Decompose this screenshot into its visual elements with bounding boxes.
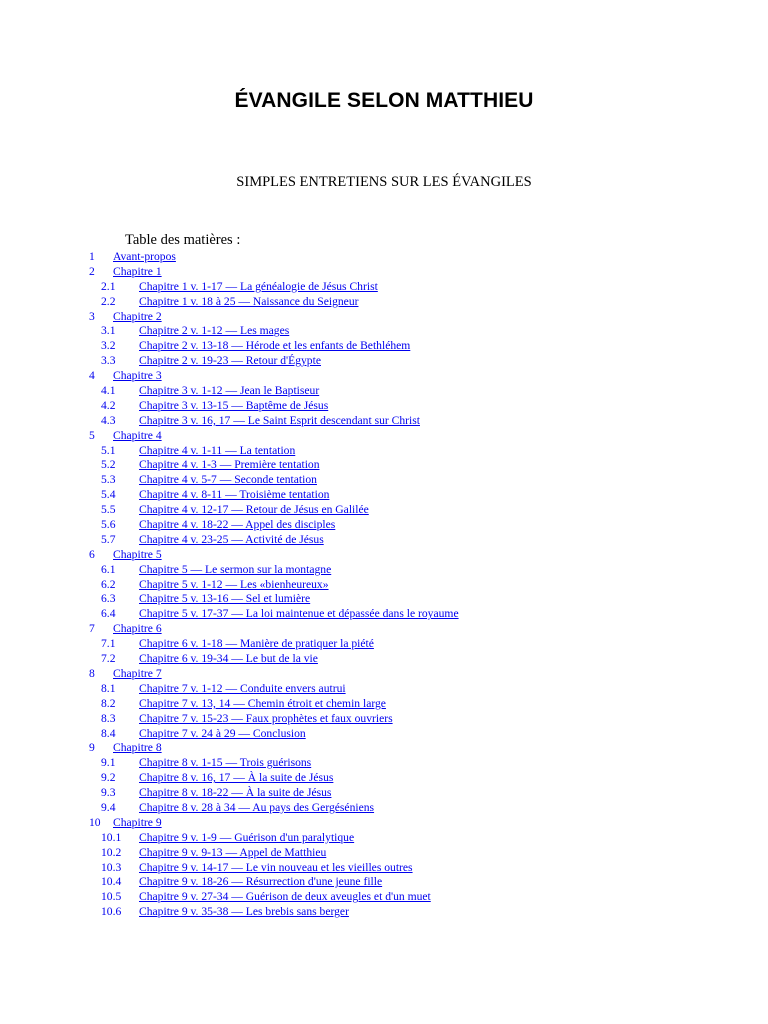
toc-entry [89, 533, 749, 548]
toc-entry-number: 7.2 [101, 652, 116, 666]
toc-section-link[interactable] [101, 488, 329, 503]
toc-entry-title: Chapitre 4 v. 12-17 — Retour de Jésus en Galilée [139, 503, 369, 517]
toc-entry [89, 369, 749, 384]
toc-entry [89, 250, 749, 265]
toc-entry-number: 10.6 [101, 905, 122, 919]
toc-entry-number: 1 [89, 250, 95, 263]
toc-entry-title: Avant-propos [113, 250, 176, 263]
toc-entry-title: Chapitre 9 v. 1-9 — Guérison d'un paralytique [139, 830, 355, 844]
toc-entry-title: Chapitre 6 v. 1-18 — Manière de pratiquer la piété [139, 637, 374, 651]
toc-entry-number: 4 [89, 369, 95, 383]
toc-entry [89, 771, 749, 786]
toc-section-link[interactable] [101, 905, 349, 920]
toc-section-link[interactable] [101, 712, 393, 727]
toc-entry [89, 280, 749, 295]
toc-entry-number: 4.2 [101, 398, 116, 412]
toc-entry-title: Chapitre 9 [113, 815, 162, 829]
toc-entry [89, 801, 749, 816]
toc-entry-number: 5 [89, 428, 95, 442]
toc-entry-number: 3 [89, 309, 95, 323]
toc-entry-title: Chapitre 4 v. 5-7 — Seconde tentation [139, 473, 317, 487]
toc-section-link[interactable] [101, 444, 295, 459]
toc-entry [89, 622, 749, 637]
document-subtitle: SIMPLES ENTRETIENS SUR LES ÉVANGILES [236, 174, 532, 190]
toc-entry-title: Chapitre 1 v. 18 à 25 — Naissance du Seigneur [139, 294, 359, 308]
toc-chapter-link[interactable] [89, 265, 162, 280]
toc-section-link[interactable] [101, 786, 331, 801]
toc-section-link[interactable] [101, 756, 311, 771]
toc-entry-number: 2 [89, 264, 95, 278]
toc-section-link[interactable] [101, 414, 420, 429]
toc-chapter-link[interactable] [89, 667, 162, 682]
toc-entry-number: 4.3 [101, 413, 116, 427]
toc-entry-number: 6.1 [101, 562, 116, 576]
toc-entry [89, 816, 749, 831]
toc-entry-title: Chapitre 3 v. 13-15 — Baptême de Jésus [139, 398, 329, 412]
toc-entry-title: Chapitre 9 v. 27-34 — Guérison de deux aveugles et d'un muet [139, 890, 431, 904]
toc-section-link[interactable] [101, 727, 306, 742]
toc-entry [89, 667, 749, 682]
toc-entry [89, 399, 749, 414]
toc-entry-number: 10.1 [101, 830, 122, 844]
toc-entry-title: Chapitre 9 v. 35-38 — Les brebis sans berger [139, 905, 349, 919]
toc-entry [89, 563, 749, 578]
toc-entry-title: Chapitre 9 v. 14-17 — Le vin nouveau et les vieilles outres [139, 860, 413, 874]
toc-entry-title: Chapitre 7 [113, 666, 162, 680]
toc-entry-title: Chapitre 8 v. 16, 17 — À la suite de Jésus [139, 771, 334, 785]
toc-entry [89, 473, 749, 488]
toc-entry-number: 3.2 [101, 339, 116, 353]
toc-section-link[interactable] [101, 473, 317, 488]
toc-entry-number: 9 [89, 741, 95, 755]
toc-section-link[interactable] [101, 503, 369, 518]
toc-entry [89, 905, 749, 920]
toc-entry-title: Chapitre 1 v. 1-17 — La généalogie de Jésus Christ [139, 279, 378, 293]
toc-entry-title: Chapitre 7 v. 15-23 — Faux prophètes et faux ouvriers [139, 711, 393, 725]
toc-chapter-link[interactable] [89, 741, 162, 756]
toc-entry [89, 652, 749, 667]
toc-entry [89, 324, 749, 339]
toc-entry-number: 9.4 [101, 800, 116, 814]
toc-entry-number: 10.2 [101, 845, 122, 859]
toc-entry-number: 5.4 [101, 488, 116, 502]
toc-section-link[interactable] [101, 801, 374, 816]
toc-entry-title: Chapitre 3 v. 16, 17 — Le Saint Esprit descendant sur Christ [139, 413, 420, 427]
toc-entry-title: Chapitre 4 v. 8-11 — Troisième tentation [139, 488, 330, 502]
toc-section-link[interactable] [101, 280, 378, 295]
toc-entry-number: 8 [89, 666, 95, 680]
toc-entry-title: Chapitre 4 [113, 428, 162, 442]
toc-entry-number: 9.1 [101, 756, 116, 770]
toc-chapter-link[interactable] [89, 310, 162, 325]
toc-section-link[interactable] [101, 697, 386, 712]
toc-section-link[interactable] [101, 324, 289, 339]
toc-entry-title: Chapitre 2 [113, 309, 162, 323]
toc-entry [89, 354, 749, 369]
toc-entry-number: 8.4 [101, 726, 116, 740]
toc-entry-number: 7.1 [101, 637, 116, 651]
toc-entry-title: Chapitre 8 v. 18-22 — À la suite de Jésus [139, 786, 332, 800]
toc-entry [89, 384, 749, 399]
toc-section-link[interactable] [101, 682, 346, 697]
toc-entry-title: Chapitre 5 v. 17-37 — La loi maintenue et dépassée dans le royaume [139, 607, 459, 621]
toc-entry-title: Chapitre 4 v. 23-25 — Activité de Jésus [139, 532, 324, 546]
toc-entry [89, 846, 749, 861]
toc-entry-number: 8.3 [101, 711, 116, 725]
toc-entry-number: 3.1 [101, 324, 116, 338]
toc-entry [89, 890, 749, 905]
toc-entry-number: 6 [89, 547, 95, 561]
toc-chapter-link[interactable] [89, 816, 162, 831]
toc-section-link[interactable] [101, 592, 310, 607]
toc-heading: Table des matières : [125, 232, 241, 248]
toc-section-link[interactable] [101, 875, 382, 890]
toc-entry [89, 697, 749, 712]
toc-entry [89, 682, 749, 697]
toc-section-link[interactable] [101, 890, 431, 905]
toc-entry [89, 756, 749, 771]
toc-entry [89, 429, 749, 444]
toc-entry [89, 458, 749, 473]
toc-section-link[interactable] [101, 354, 321, 369]
toc-chapter-link[interactable] [89, 429, 162, 444]
toc-entry-title: Chapitre 3 [113, 369, 162, 383]
toc-chapter-link[interactable] [89, 250, 176, 265]
toc-entry-title: Chapitre 1 [113, 264, 162, 278]
toc-chapter-link[interactable] [89, 369, 162, 384]
toc-entry-title: Chapitre 5 — Le sermon sur la montagne [139, 562, 332, 576]
toc-entry-title: Chapitre 8 v. 1-15 — Trois guérisons [139, 756, 312, 770]
toc-entry-title: Chapitre 6 v. 19-34 — Le but de la vie [139, 652, 318, 666]
toc-entry [89, 637, 749, 652]
toc-entry-title: Chapitre 4 v. 1-3 — Première tentation [139, 458, 320, 472]
toc-chapter-link[interactable] [89, 622, 162, 637]
toc-section-link[interactable] [101, 339, 410, 354]
toc-entry-number: 5.1 [101, 443, 116, 457]
toc-entry-title: Chapitre 8 [113, 741, 162, 755]
toc-entry-title: Chapitre 7 v. 24 à 29 — Conclusion [139, 726, 306, 740]
toc-entry [89, 265, 749, 280]
toc-section-link[interactable] [101, 295, 358, 310]
toc-section-link[interactable] [101, 533, 324, 548]
toc-entry-title: Chapitre 8 v. 28 à 34 — Au pays des Gergéséniens [139, 800, 375, 814]
toc-section-link[interactable] [101, 771, 333, 786]
toc-section-link[interactable] [101, 518, 335, 533]
toc-chapter-link[interactable] [89, 548, 162, 563]
toc-entry-number: 5.6 [101, 518, 116, 532]
toc-section-link[interactable] [101, 578, 329, 593]
toc-section-link[interactable] [101, 563, 331, 578]
toc-entry-title: Chapitre 2 v. 19-23 — Retour d'Égypte [139, 354, 321, 368]
toc-section-link[interactable] [101, 458, 320, 473]
toc-entry-title: Chapitre 5 v. 13-16 — Sel et lumière [139, 592, 311, 606]
toc-entry-title: Chapitre 3 v. 1-12 — Jean le Baptiseur [139, 384, 320, 398]
toc-entry-number: 10.4 [101, 875, 122, 889]
toc-entry-number: 6.3 [101, 592, 116, 606]
toc-entry [89, 578, 749, 593]
toc-entry-number: 3.3 [101, 354, 116, 368]
toc-entry-number: 10 [89, 815, 101, 829]
toc-entry [89, 712, 749, 727]
toc-entry [89, 295, 749, 310]
toc-entry [89, 339, 749, 354]
toc-entry-number: 10.5 [101, 890, 122, 904]
table-of-contents [89, 250, 749, 920]
toc-entry [89, 310, 749, 325]
toc-entry [89, 786, 749, 801]
toc-section-link[interactable] [101, 384, 319, 399]
toc-entry-title: Chapitre 2 v. 13-18 — Hérode et les enfants de Bethléhem [139, 339, 411, 353]
toc-entry-number: 5.5 [101, 503, 116, 517]
toc-entry [89, 831, 749, 846]
toc-section-link[interactable] [101, 637, 374, 652]
toc-entry-number: 4.1 [101, 384, 116, 398]
toc-entry [89, 592, 749, 607]
toc-section-link[interactable] [101, 652, 318, 667]
toc-entry [89, 414, 749, 429]
toc-entry-number: 2.1 [101, 279, 116, 293]
toc-entry-number: 7 [89, 622, 95, 636]
toc-entry-number: 2.2 [101, 294, 116, 308]
toc-entry-number: 5.7 [101, 532, 116, 546]
toc-entry-number: 5.3 [101, 473, 116, 487]
toc-section-link[interactable] [101, 846, 326, 861]
toc-entry [89, 503, 749, 518]
toc-entry-title: Chapitre 6 [113, 622, 162, 636]
toc-entry [89, 607, 749, 622]
toc-entry-title: Chapitre 7 v. 1-12 — Conduite envers autrui [139, 681, 346, 695]
toc-entry-title: Chapitre 9 v. 9-13 — Appel de Matthieu [139, 845, 327, 859]
toc-entry [89, 444, 749, 459]
toc-entry [89, 861, 749, 876]
toc-entry-title: Chapitre 5 [113, 547, 162, 561]
toc-entry-title: Chapitre 2 v. 1-12 — Les mages [139, 324, 290, 338]
toc-entry [89, 518, 749, 533]
toc-entry [89, 741, 749, 756]
toc-section-link[interactable] [101, 607, 459, 622]
toc-section-link[interactable] [101, 861, 413, 876]
toc-entry-number: 9.2 [101, 771, 116, 785]
toc-entry-title: Chapitre 5 v. 1-12 — Les «bienheureux» [139, 577, 329, 591]
toc-entry-number: 5.2 [101, 458, 116, 472]
toc-entry-number: 10.3 [101, 860, 122, 874]
toc-entry [89, 727, 749, 742]
toc-entry-title: Chapitre 4 v. 1-11 — La tentation [139, 443, 296, 457]
toc-entry-number: 6.2 [101, 577, 116, 591]
toc-section-link[interactable] [101, 399, 328, 414]
toc-entry-title: Chapitre 7 v. 13, 14 — Chemin étroit et chemin large [139, 696, 386, 710]
toc-section-link[interactable] [101, 831, 354, 846]
toc-entry-number: 6.4 [101, 607, 116, 621]
toc-entry-number: 8.1 [101, 681, 116, 695]
toc-entry-number: 9.3 [101, 786, 116, 800]
toc-entry-title: Chapitre 9 v. 18-26 — Résurrection d'une jeune fille [139, 875, 383, 889]
toc-entry-title: Chapitre 4 v. 18-22 — Appel des disciples [139, 518, 336, 532]
toc-entry-number: 8.2 [101, 696, 116, 710]
toc-entry [89, 548, 749, 563]
document-title: ÉVANGILE SELON MATTHIEU [234, 89, 534, 112]
toc-entry [89, 875, 749, 890]
toc-entry [89, 488, 749, 503]
